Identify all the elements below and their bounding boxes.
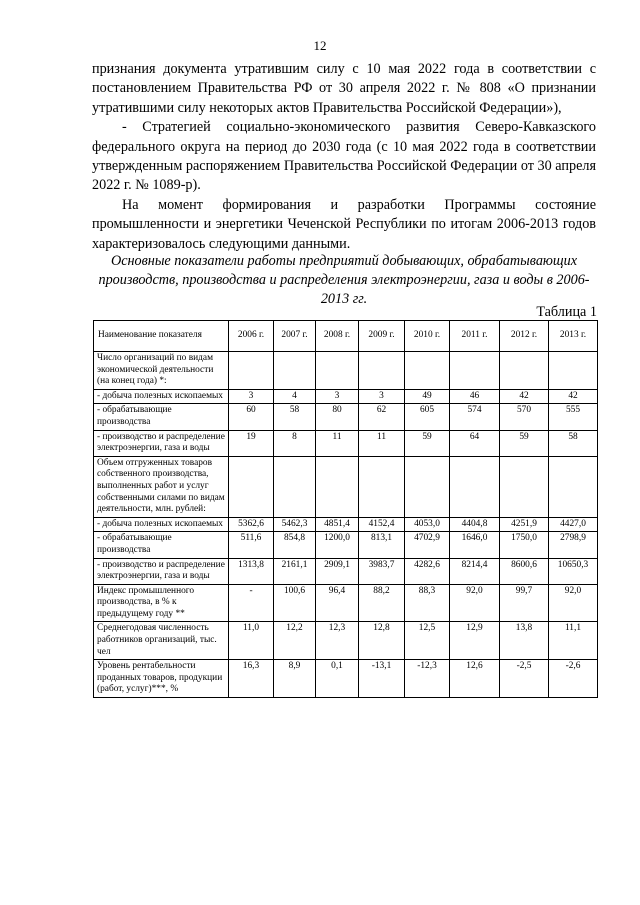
value-cell	[229, 352, 274, 390]
value-cell: 92,0	[549, 584, 598, 622]
page-number: 12	[313, 38, 327, 53]
value-cell: 59	[500, 430, 549, 456]
value-cell: 1313,8	[229, 558, 274, 584]
value-cell: 88,3	[405, 584, 450, 622]
table-row	[94, 517, 598, 532]
value-cell: 4851,4	[316, 517, 359, 532]
value-cell: 854,8	[274, 532, 316, 558]
value-cell: 12,8	[359, 622, 405, 660]
value-cell: 511,6	[229, 532, 274, 558]
value-cell: 12,2	[274, 622, 316, 660]
value-cell: 8600,6	[500, 558, 549, 584]
value-cell	[450, 352, 500, 390]
value-cell: 4053,0	[405, 517, 450, 532]
header-cell: 2009 г.	[359, 321, 405, 352]
value-cell: 0,1	[316, 660, 359, 698]
table-label: Таблица 1	[536, 304, 597, 320]
value-cell: 92,0	[450, 584, 500, 622]
value-cell: 11	[316, 430, 359, 456]
value-cell: 8	[274, 430, 316, 456]
value-cell: 10650,3	[549, 558, 598, 584]
value-cell: 88,2	[359, 584, 405, 622]
value-cell: 5462,3	[274, 517, 316, 532]
table-row	[94, 430, 598, 456]
indicators-table	[93, 320, 598, 698]
header-cell: 2007 г.	[274, 321, 316, 352]
value-cell: 570	[500, 404, 549, 430]
value-cell: 60	[229, 404, 274, 430]
value-cell: 11,1	[549, 622, 598, 660]
value-cell: -13,1	[359, 660, 405, 698]
value-cell: 555	[549, 404, 598, 430]
value-cell: 3	[229, 389, 274, 404]
value-cell	[549, 352, 598, 390]
table-row	[94, 660, 598, 698]
value-cell: 5362,6	[229, 517, 274, 532]
value-cell: 42	[500, 389, 549, 404]
value-cell: 16,3	[229, 660, 274, 698]
value-cell: 2909,1	[316, 558, 359, 584]
value-cell: 8,9	[274, 660, 316, 698]
value-cell: 2798,9	[549, 532, 598, 558]
indicator-name-cell: Уровень рентабельности проданных товаров, продукции (работ, услуг)***, %	[94, 660, 229, 698]
header-cell: Наименование показателя	[94, 321, 229, 352]
value-cell	[405, 456, 450, 517]
paragraph: - Стратегией социально-экономического развития Северо-Кавказского федерального округа на период до 2030 года (с 10 мая 2022 года в соответствии утвержденным распоряжением Правительства Российской Федерации от 30 апреля 2022 г. № 1089-р).	[92, 119, 596, 194]
value-cell: 96,4	[316, 584, 359, 622]
value-cell: 1646,0	[450, 532, 500, 558]
value-cell: 813,1	[359, 532, 405, 558]
table-row	[94, 584, 598, 622]
indicator-name-cell: - обрабатывающие производства	[94, 404, 229, 430]
value-cell: 4251,9	[500, 517, 549, 532]
value-cell	[316, 352, 359, 390]
value-cell	[450, 456, 500, 517]
table-header-row	[94, 321, 598, 352]
header-cell: 2012 г.	[500, 321, 549, 352]
indicator-name-cell: Число организаций по видам экономической деятельности (на конец года) *:	[94, 352, 229, 390]
indicator-name-cell: - добыча полезных ископаемых	[94, 517, 229, 532]
value-cell: 58	[549, 430, 598, 456]
value-cell: 12,5	[405, 622, 450, 660]
value-cell: 64	[450, 430, 500, 456]
value-cell	[274, 352, 316, 390]
table-row	[94, 622, 598, 660]
value-cell: 49	[405, 389, 450, 404]
table-row	[94, 532, 598, 558]
value-cell: 3983,7	[359, 558, 405, 584]
value-cell: 605	[405, 404, 450, 430]
value-cell: 1200,0	[316, 532, 359, 558]
value-cell: 11	[359, 430, 405, 456]
body-text	[92, 60, 596, 254]
value-cell: 4702,9	[405, 532, 450, 558]
value-cell	[316, 456, 359, 517]
table-row	[94, 352, 598, 390]
value-cell	[500, 456, 549, 517]
value-cell: 13,8	[500, 622, 549, 660]
value-cell: 80	[316, 404, 359, 430]
value-cell: 12,3	[316, 622, 359, 660]
table-row	[94, 404, 598, 430]
indicator-name-cell: - добыча полезных ископаемых	[94, 389, 229, 404]
indicator-name-cell: Среднегодовая численность работников организаций, тыс. чел	[94, 622, 229, 660]
value-cell: 4	[274, 389, 316, 404]
value-cell	[229, 456, 274, 517]
value-cell: 4152,4	[359, 517, 405, 532]
table-row	[94, 389, 598, 404]
value-cell	[549, 456, 598, 517]
value-cell	[274, 456, 316, 517]
value-cell: 4404,8	[450, 517, 500, 532]
value-cell: -2,5	[500, 660, 549, 698]
indicator-name-cell: Индекс промышленного производства, в % к предыдущему году **	[94, 584, 229, 622]
value-cell: 574	[450, 404, 500, 430]
value-cell: 19	[229, 430, 274, 456]
value-cell: 11,0	[229, 622, 274, 660]
value-cell: 99,7	[500, 584, 549, 622]
indicator-name-cell: - обрабатывающие производства	[94, 532, 229, 558]
indicator-name-cell: Объем отгруженных товаров собственного производства, выполненных работ и услуг собственными силами по видам деятельности, млн. рублей:	[94, 456, 229, 517]
value-cell: 12,9	[450, 622, 500, 660]
value-cell: 3	[316, 389, 359, 404]
value-cell: 8214,4	[450, 558, 500, 584]
value-cell: 3	[359, 389, 405, 404]
indicator-name-cell: - производство и распределение электроэнергии, газа и воды	[94, 558, 229, 584]
paragraph: На момент формирования и разработки Программы состояние промышленности и энергетики Чеченской Республики по итогам 2006-2013 годов характеризовалось следующими данными.	[92, 196, 596, 252]
header-cell: 2011 г.	[450, 321, 500, 352]
value-cell: 2161,1	[274, 558, 316, 584]
value-cell	[359, 352, 405, 390]
value-cell: -12,3	[405, 660, 450, 698]
value-cell: 1750,0	[500, 532, 549, 558]
table-row	[94, 456, 598, 517]
value-cell	[405, 352, 450, 390]
value-cell: 46	[450, 389, 500, 404]
value-cell	[359, 456, 405, 517]
header-cell: 2008 г.	[316, 321, 359, 352]
indicator-name-cell: - производство и распределение электроэнергии, газа и воды	[94, 430, 229, 456]
value-cell: 59	[405, 430, 450, 456]
table-row	[94, 558, 598, 584]
value-cell: 4427,0	[549, 517, 598, 532]
value-cell: 62	[359, 404, 405, 430]
value-cell: -2,6	[549, 660, 598, 698]
header-cell: 2013 г.	[549, 321, 598, 352]
value-cell: -	[229, 584, 274, 622]
value-cell: 42	[549, 389, 598, 404]
value-cell	[500, 352, 549, 390]
value-cell: 12,6	[450, 660, 500, 698]
value-cell: 100,6	[274, 584, 316, 622]
value-cell: 4282,6	[405, 558, 450, 584]
header-cell: 2006 г.	[229, 321, 274, 352]
header-cell: 2010 г.	[405, 321, 450, 352]
paragraph: признания документа утратившим силу с 10 мая 2022 года в соответствии с постановлением Правительства РФ от 30 апреля 2022 г. № 808 «О признании утратившими силу некоторых актов Правительства Российской Федерации»),	[92, 61, 596, 116]
table-caption: Основные показатели работы предприятий добывающих, обрабатывающих производств, производства и распределения электроэнергии, газа и воды в 2006-2013 гг.	[98, 253, 590, 307]
value-cell: 58	[274, 404, 316, 430]
